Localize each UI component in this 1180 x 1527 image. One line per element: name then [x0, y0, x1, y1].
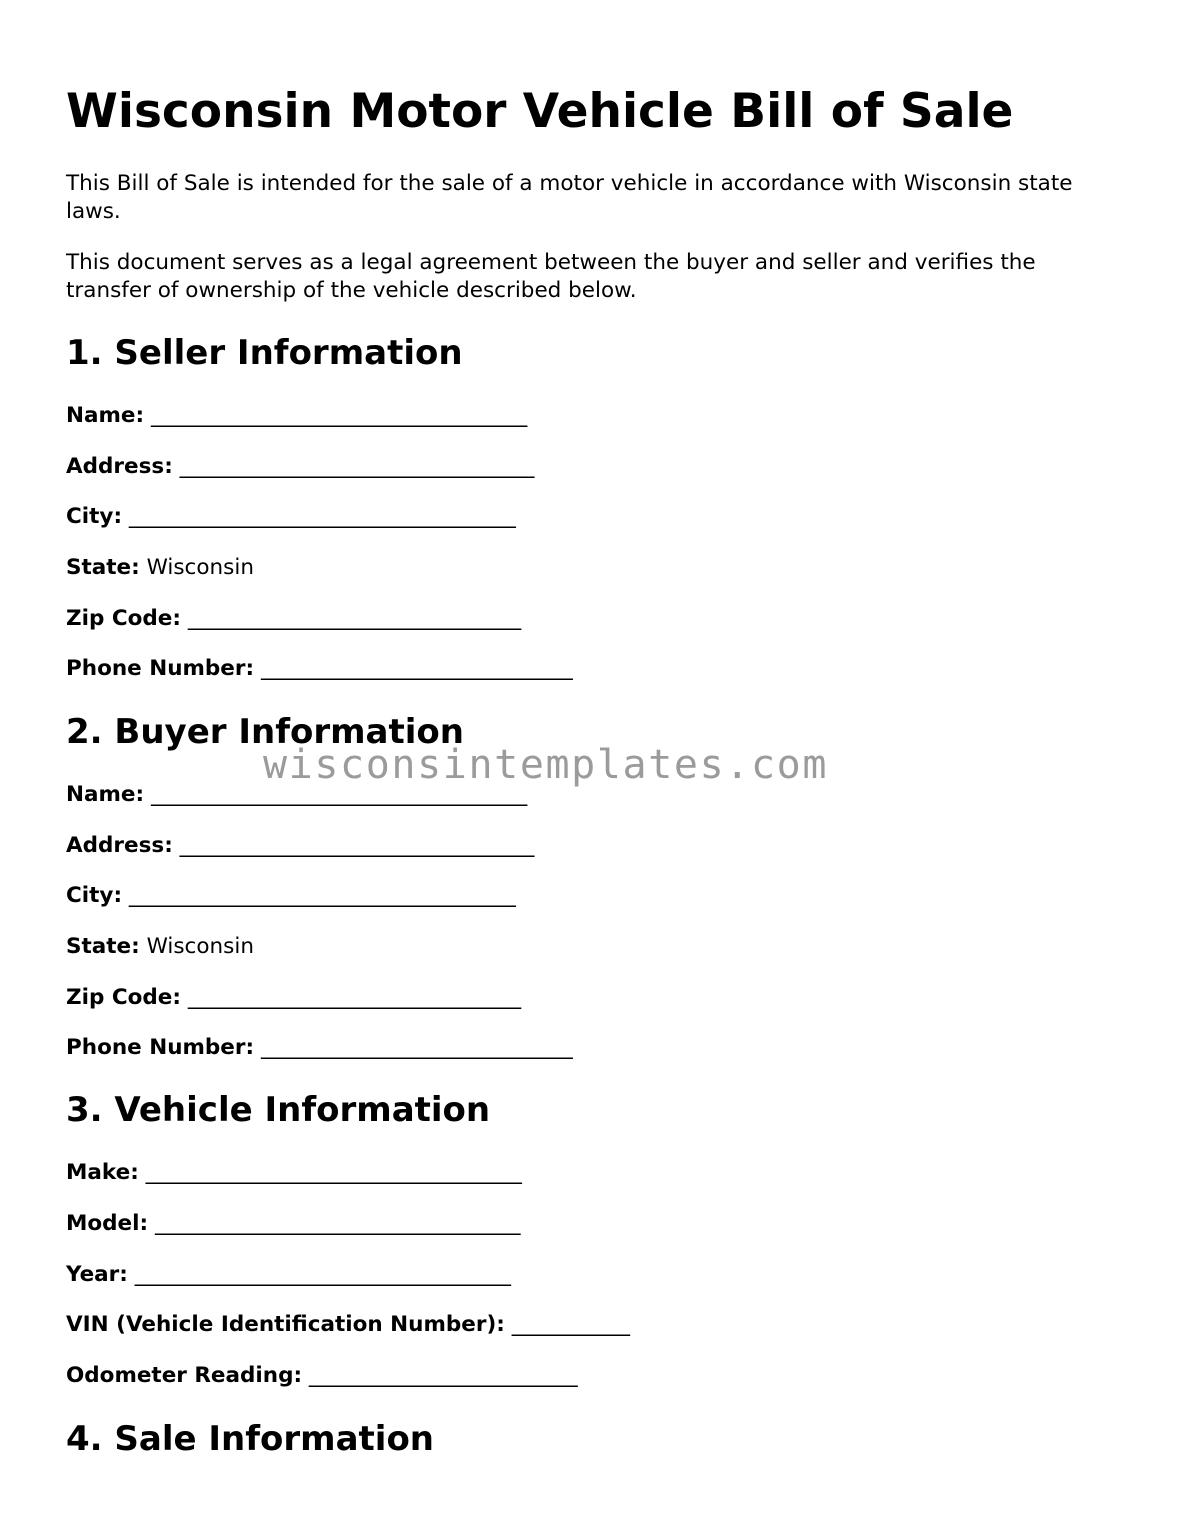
site-watermark: wisconsintemplates.com	[263, 742, 829, 788]
buyer-address-blank[interactable]: _________________________________	[179, 833, 535, 858]
buyer-city-blank[interactable]: ____________________________________	[128, 883, 516, 908]
buyer-name-blank[interactable]: ___________________________________	[150, 782, 528, 807]
seller-city-blank[interactable]: ____________________________________	[128, 504, 516, 529]
seller-phone-label: Phone Number:	[66, 656, 255, 681]
vehicle-vin-field	[66, 1311, 630, 1339]
seller-state-field	[66, 554, 254, 582]
seller-zip-label: Zip Code:	[66, 606, 181, 631]
vehicle-model-field	[66, 1210, 520, 1238]
intro-paragraph-agreement: This document serves as a legal agreement between the buyer and seller and verifies the transfer of ownership of the vehicle described below.	[66, 250, 1036, 303]
vehicle-year-field	[66, 1261, 511, 1289]
buyer-phone-field	[66, 1034, 573, 1062]
vehicle-section-heading: 3. Vehicle Information	[66, 1090, 491, 1130]
seller-city-field	[66, 503, 516, 531]
vehicle-year-blank[interactable]: ___________________________________	[134, 1262, 511, 1287]
seller-address-blank[interactable]: _________________________________	[179, 454, 535, 479]
sale-section-heading: 4. Sale Information	[66, 1419, 435, 1459]
seller-state-label: State:	[66, 555, 140, 580]
buyer-address-field	[66, 832, 534, 860]
seller-zip-field	[66, 605, 521, 633]
vehicle-make-blank[interactable]: ___________________________________	[145, 1160, 522, 1185]
buyer-zip-field	[66, 984, 521, 1012]
document-title: Wisconsin Motor Vehicle Bill of Sale	[66, 84, 1014, 139]
buyer-section-heading: 2. Buyer Information	[66, 712, 464, 752]
buyer-state-field	[66, 933, 254, 961]
buyer-state-label: State:	[66, 934, 140, 959]
seller-state-value: Wisconsin	[146, 555, 254, 580]
buyer-name-label: Name:	[66, 782, 145, 807]
seller-address-field	[66, 453, 534, 481]
vehicle-make-label: Make:	[66, 1160, 139, 1185]
vehicle-odometer-field	[66, 1362, 578, 1390]
vehicle-odometer-label: Odometer Reading:	[66, 1363, 303, 1388]
vehicle-odometer-blank[interactable]: _________________________	[308, 1363, 578, 1388]
vehicle-vin-blank[interactable]: ___________	[511, 1312, 630, 1337]
seller-name-label: Name:	[66, 403, 145, 428]
vehicle-model-blank[interactable]: __________________________________	[154, 1211, 521, 1236]
seller-section-heading: 1. Seller Information	[66, 333, 463, 373]
buyer-phone-label: Phone Number:	[66, 1035, 255, 1060]
seller-name-blank[interactable]: ___________________________________	[150, 403, 528, 428]
buyer-state-value: Wisconsin	[146, 934, 254, 959]
buyer-zip-blank[interactable]: _______________________________	[187, 985, 522, 1010]
buyer-zip-label: Zip Code:	[66, 985, 181, 1010]
vehicle-model-label: Model:	[66, 1211, 149, 1236]
seller-phone-blank[interactable]: _____________________________	[260, 656, 573, 681]
vehicle-year-label: Year:	[66, 1262, 128, 1287]
buyer-address-label: Address:	[66, 833, 173, 858]
buyer-city-field	[66, 882, 516, 910]
buyer-phone-blank[interactable]: _____________________________	[260, 1035, 573, 1060]
seller-address-label: Address:	[66, 454, 173, 479]
seller-zip-blank[interactable]: _______________________________	[187, 606, 522, 631]
seller-name-field	[66, 402, 527, 430]
seller-city-label: City:	[66, 504, 123, 529]
seller-phone-field	[66, 655, 573, 683]
vehicle-vin-label: VIN (Vehicle Identification Number):	[66, 1312, 505, 1337]
vehicle-make-field	[66, 1159, 522, 1187]
intro-paragraph-purpose: This Bill of Sale is intended for the sale of a motor vehicle in accordance with Wisconsin state laws.	[66, 171, 1073, 224]
buyer-city-label: City:	[66, 883, 123, 908]
